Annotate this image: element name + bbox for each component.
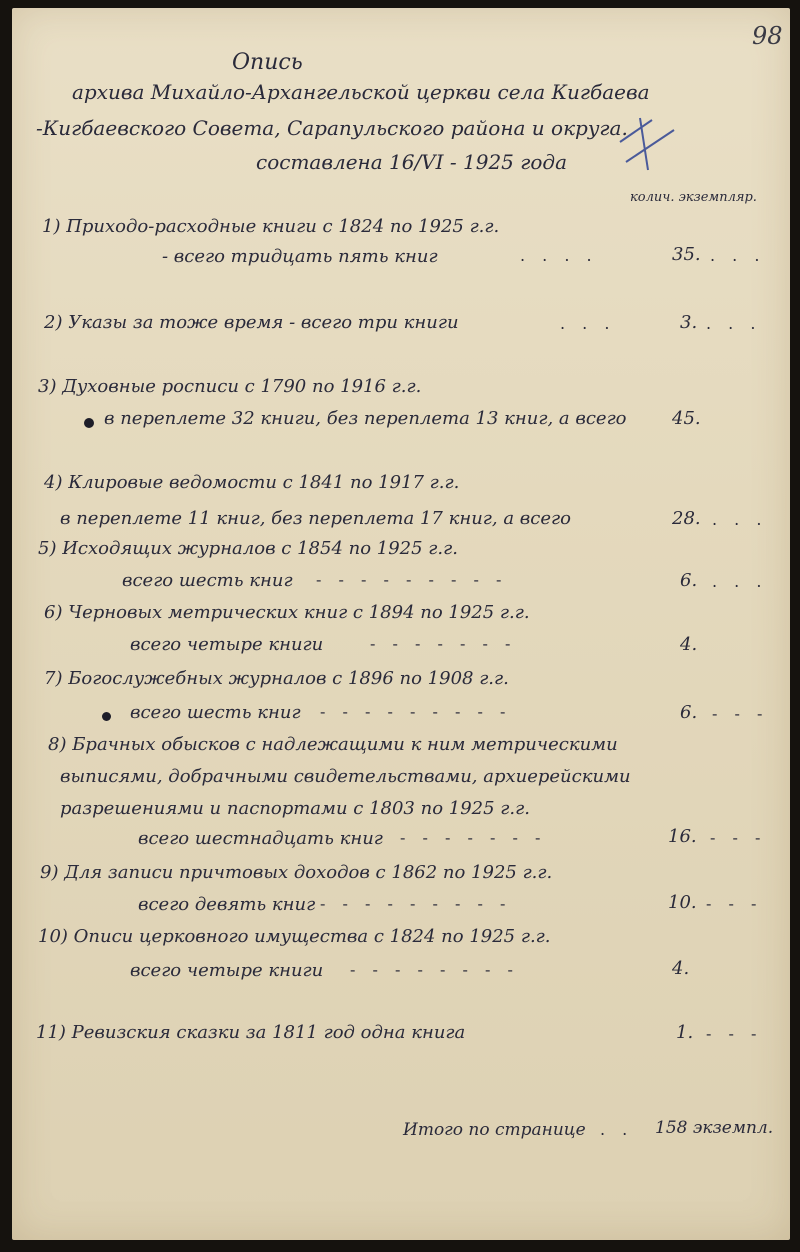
- entry-9-count: 10.: [668, 892, 697, 913]
- leader-dots: . . .: [560, 314, 616, 333]
- leader-dots: . .: [600, 1120, 634, 1139]
- entry-8-line-3: разрешениями и паспортами с 1803 по 1925 г.г.: [60, 798, 530, 819]
- leader-dots: - - - - - - -: [370, 634, 517, 653]
- entry-7-line-1: 7) Богослужебных журналов с 1896 по 1908 г.г.: [44, 668, 509, 689]
- entry-9-line-1: 9) Для записи причтовых доходов с 1862 по 1925 г.г.: [40, 862, 553, 883]
- header-line-1: архива Михайло-Архангельской церкви села Кигбаева: [72, 80, 650, 104]
- entry-11-line-1: 11) Ревизския сказки за 1811 год одна книга: [36, 1022, 466, 1043]
- leader-dots: - - -: [706, 894, 763, 913]
- leader-dots: - - - - - - - - -: [316, 570, 508, 589]
- header-line-2: -Кигбаевского Совета, Сарапульского района и округа.: [36, 116, 628, 140]
- ink-blot: [102, 712, 111, 721]
- leader-dots: . . .: [712, 572, 768, 591]
- entry-1-count: 35.: [672, 244, 701, 265]
- entry-3-line-2: в переплете 32 книги, без переплета 13 книг, а всего: [104, 408, 627, 429]
- entry-10-count: 4.: [672, 958, 690, 979]
- leader-dots: . . .: [710, 246, 766, 265]
- leader-dots: - - - - - - - - -: [320, 702, 512, 721]
- quantity-column-header: колич. экземпляр.: [630, 190, 757, 205]
- entry-8-line-1: 8) Брачных обысков с надлежащими к ним метрическими: [48, 734, 618, 755]
- entry-6-line-2: всего четыре книги: [130, 634, 324, 655]
- entry-11-count: 1.: [676, 1022, 694, 1043]
- ink-blot: [84, 418, 94, 428]
- leader-dots: - - - - - - - -: [350, 960, 519, 979]
- leader-dots: . . .: [712, 510, 768, 529]
- leader-dots: . . .: [706, 314, 762, 333]
- entry-6-count: 4.: [680, 634, 698, 655]
- entry-2-line-1: 2) Указы за тоже время - всего три книги: [44, 312, 459, 333]
- entry-5-line-1: 5) Исходящих журналов с 1854 по 1925 г.г.: [38, 538, 458, 559]
- document-title: Опись: [232, 50, 303, 75]
- leader-dots: - - -: [706, 1024, 763, 1043]
- page-number: 98: [752, 22, 783, 50]
- leader-dots: . . . .: [520, 246, 598, 265]
- leader-dots: - - -: [710, 828, 767, 847]
- entry-4-line-1: 4) Клировые ведомости с 1841 по 1917 г.г.: [44, 472, 460, 493]
- leader-dots: - - - - - - -: [400, 828, 547, 847]
- page-total-label: Итого по странице: [403, 1120, 586, 1140]
- entry-10-line-2: всего четыре книги: [130, 960, 324, 981]
- leader-dots: - - -: [712, 704, 769, 723]
- entry-7-line-2: всего шесть книг: [130, 702, 301, 723]
- entry-8-line-2: выписями, добрачными свидетельствами, архиерейскими: [60, 766, 631, 787]
- entry-4-line-2: в переплете 11 книг, без переплета 17 книг, а всего: [60, 508, 571, 529]
- leader-dots: - - - - - - - - -: [320, 894, 512, 913]
- page-total-value: 158 экземпл.: [655, 1118, 774, 1138]
- entry-5-count: 6.: [680, 570, 698, 591]
- approval-mark-icon: [612, 112, 688, 172]
- entry-8-count: 16.: [668, 826, 697, 847]
- entry-6-line-1: 6) Черновых метрических книг с 1894 по 1925 г.г.: [44, 602, 530, 623]
- header-line-3: составлена 16/VI - 1925 года: [256, 150, 568, 174]
- entry-1-line-1: 1) Приходо-расходные книги с 1824 по 1925 г.г.: [42, 216, 500, 237]
- entry-3-count: 45.: [672, 408, 701, 429]
- entry-9-line-2: всего девять книг: [138, 894, 316, 915]
- entry-8-line-4: всего шестнадцать книг: [138, 828, 383, 849]
- entry-4-count: 28.: [672, 508, 701, 529]
- entry-7-count: 6.: [680, 702, 698, 723]
- entry-1-line-2: - всего тридцать пять книг: [162, 246, 438, 267]
- entry-10-line-1: 10) Описи церковного имущества с 1824 по 1925 г.г.: [38, 926, 551, 947]
- entry-3-line-1: 3) Духовные росписи с 1790 по 1916 г.г.: [38, 376, 422, 397]
- entry-2-count: 3.: [680, 312, 698, 333]
- entry-5-line-2: всего шесть книг: [122, 570, 293, 591]
